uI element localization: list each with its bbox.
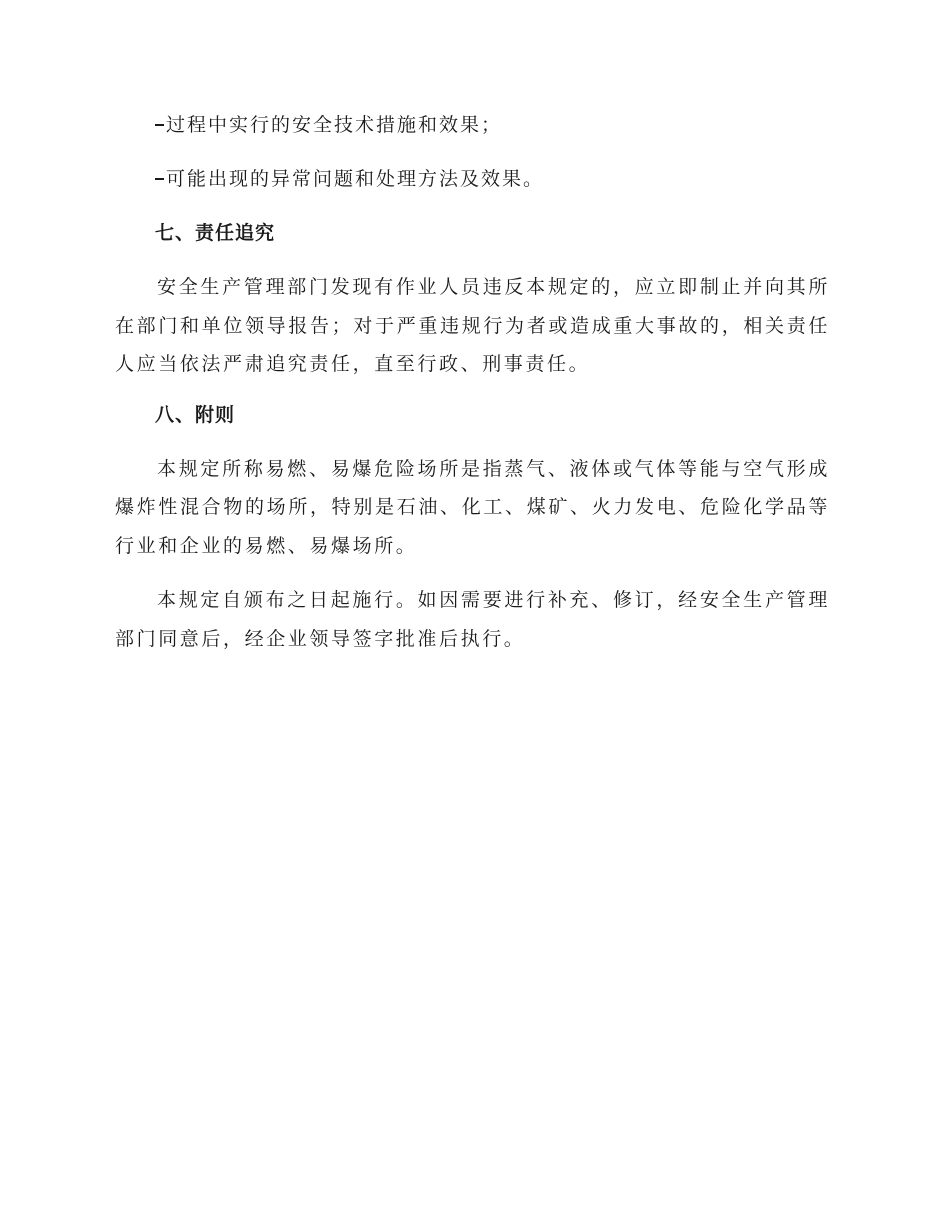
bullet-text: 过程中实行的安全技术措施和效果；	[166, 114, 503, 136]
bullet-item	[115, 110, 830, 140]
paragraph: 本规定所称易燃、易爆危险场所是指蒸气、液体或气体等能与空气形成爆炸性混合物的场所，特别是石油、化工、煤矿、火力发电、危险化学品等行业和企业的易燃、易爆场所。	[115, 457, 830, 557]
bullet-item	[115, 164, 830, 194]
dash-bullet-icon	[155, 124, 164, 126]
section-heading: 七、责任追究	[155, 222, 276, 244]
document-page	[115, 110, 830, 674]
section-heading: 八、附则	[155, 403, 236, 426]
dash-bullet-icon	[155, 178, 164, 180]
bullet-text: 可能出现的异常问题和处理方法及效果。	[166, 168, 545, 190]
paragraph: 本规定自颁布之日起施行。如因需要进行补充、修订，经安全生产管理部门同意后，经企业领导签字批准后执行。	[115, 589, 830, 650]
paragraph: 安全生产管理部门发现有作业人员违反本规定的，应立即制止并向其所在部门和单位领导报告；对于严重违规行为者或造成重大事故的，相关责任人应当依法严肃追究责任，直至行政、刑事责任。	[115, 276, 830, 375]
